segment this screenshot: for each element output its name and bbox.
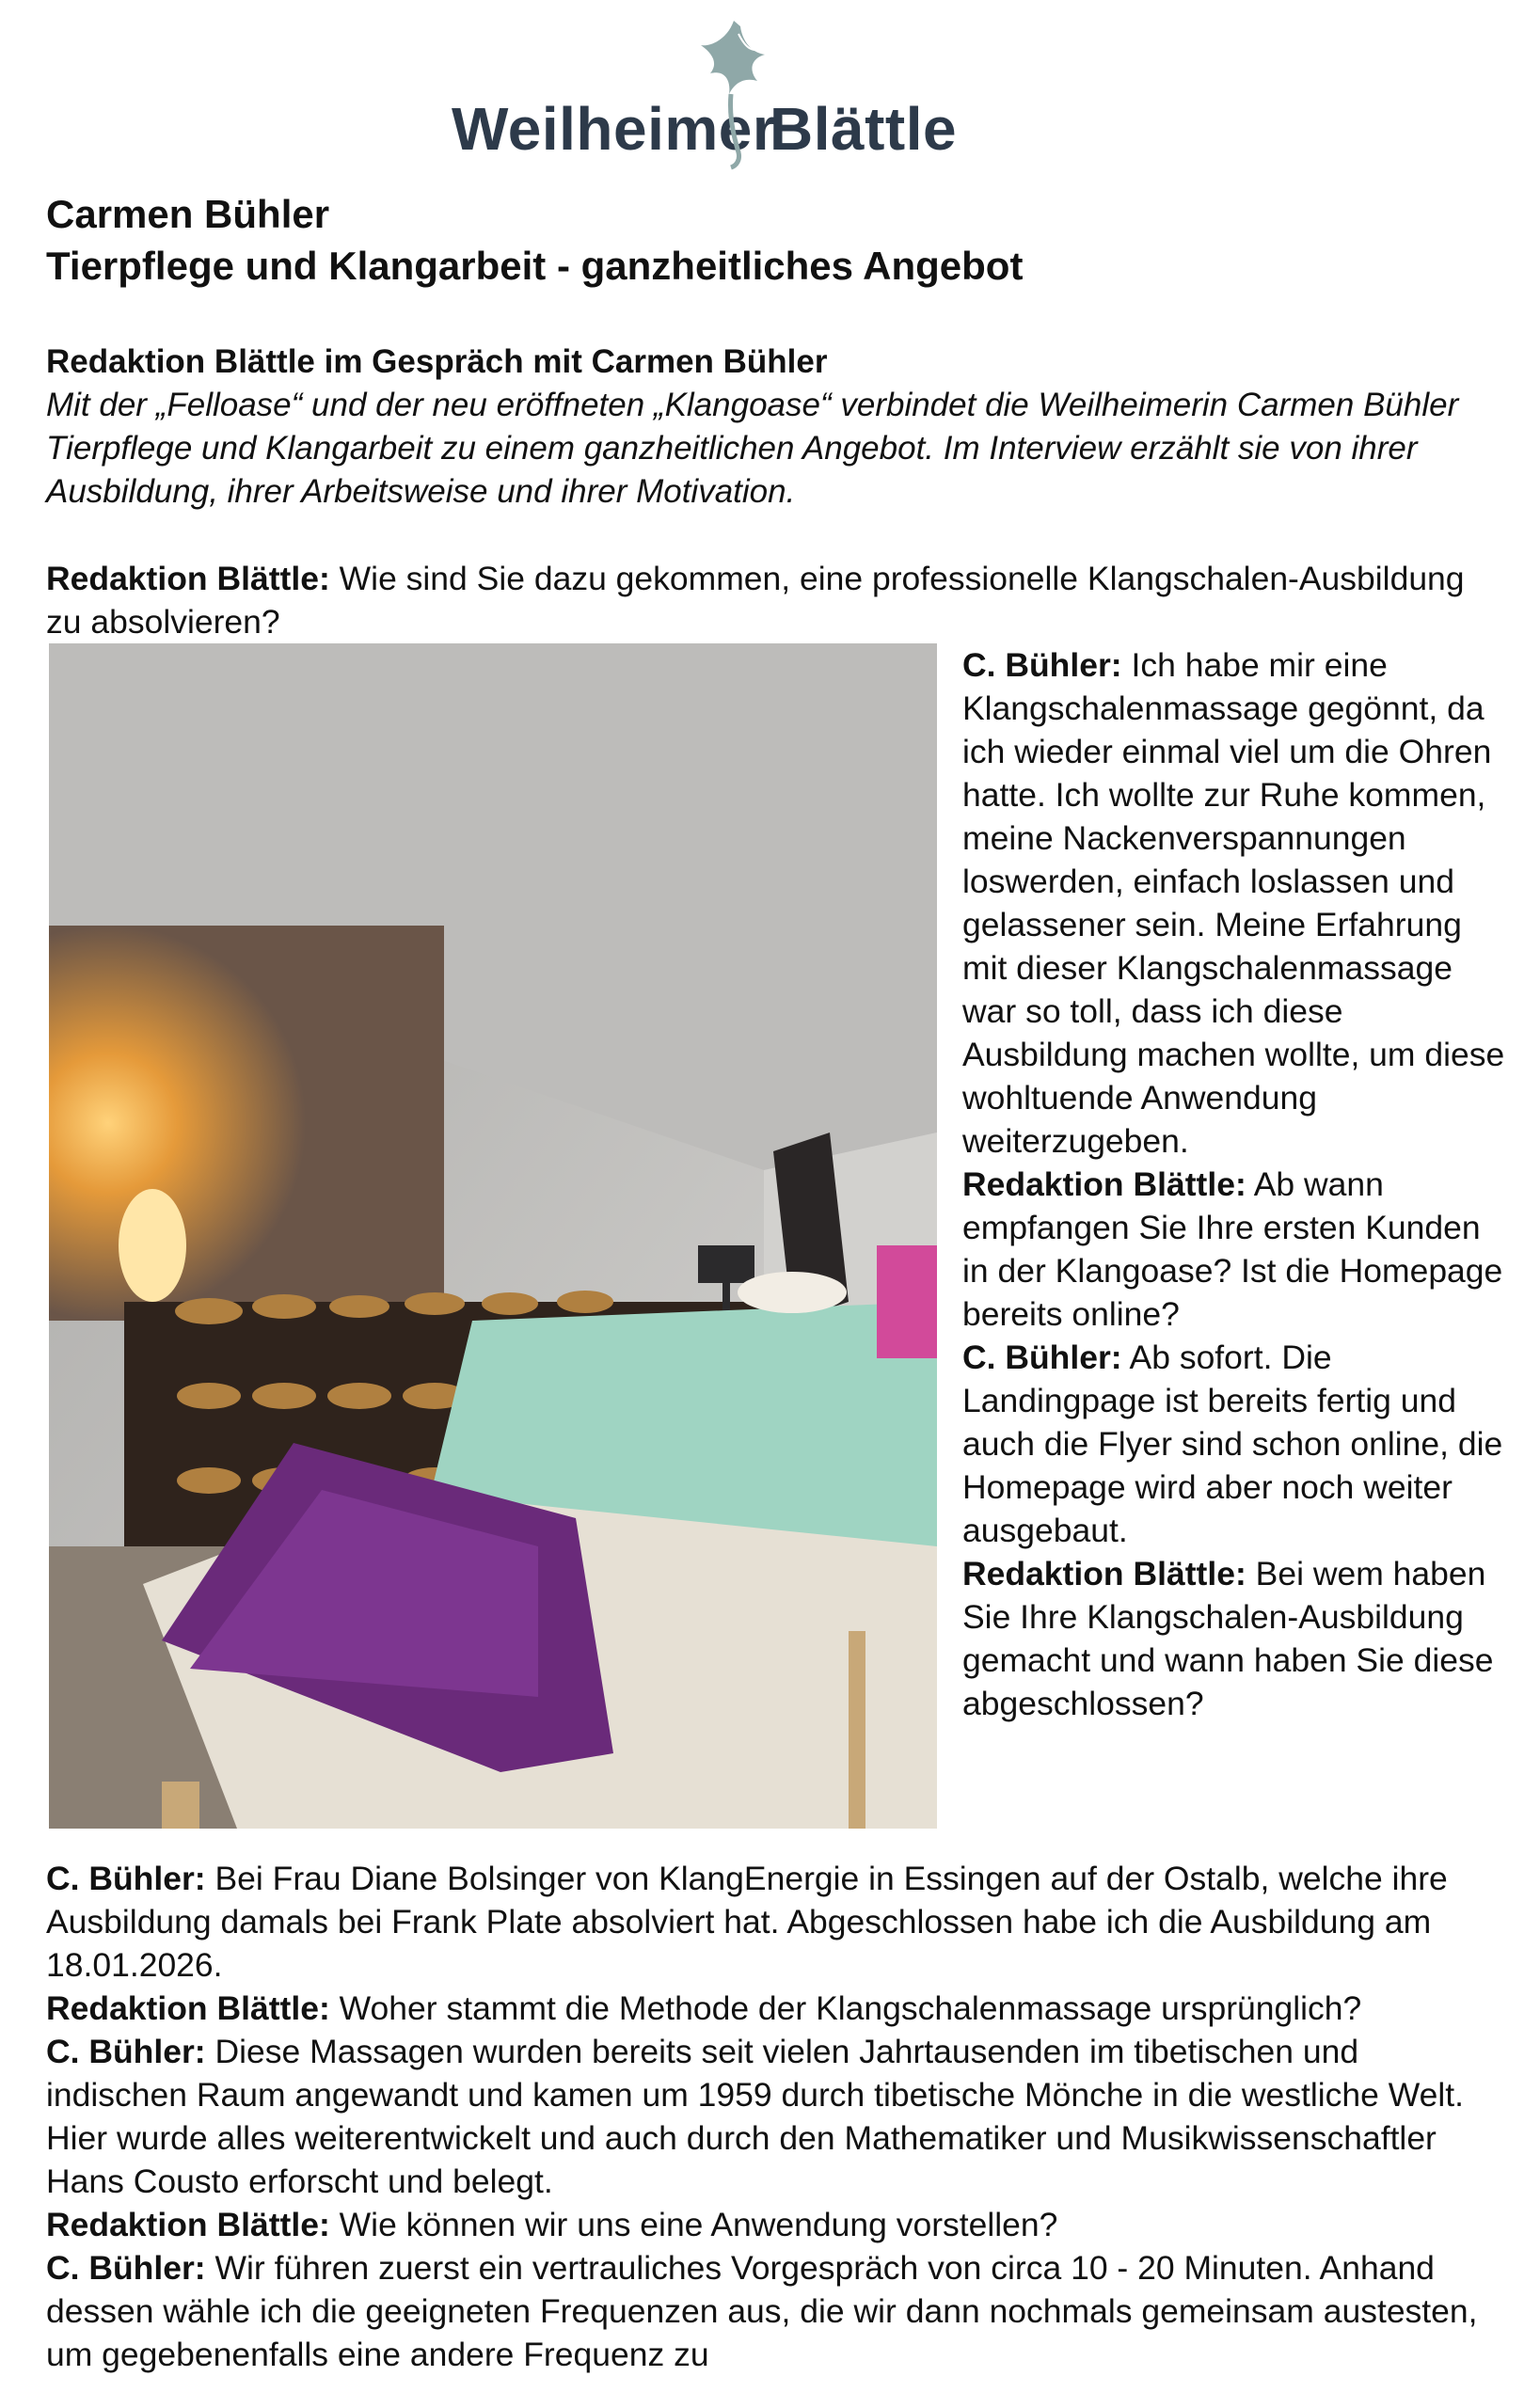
answer-4-text: Diese Massagen wurden bereits seit vielen Jahrtausenden im tibetischen und indischen Raum angewandt und kamen um 1959 durch tibetische Mönche in die westliche Welt. Hier wurde alles weiterentwickelt und auch durch den Mathematiker und Musikwissenschaftler Hans Cousto erforscht und belegt. (46, 2033, 1464, 2200)
speaker-buehler: C. Bühler: (46, 2249, 206, 2287)
photo-row (46, 643, 1505, 1857)
answer-5-text: Wir führen zuerst ein vertrauliches Vorgespräch von circa 10 - 20 Minuten. Anhand dessen wähle ich die geeigneten Frequenzen aus, die wir dann nochmals gemeinsam austesten, um gegebenenfalls eine andere Frequenz zu (46, 2249, 1478, 2373)
question-5 (46, 2203, 1500, 2246)
masthead-word-right: Blättle (770, 95, 958, 163)
question-1-text: Wie sind Sie dazu gekommen, eine professionelle Klangschalen-Ausbildung zu absolvieren? (46, 560, 1465, 641)
question-2-text: Ab wann empfangen Sie Ihre ersten Kunden in der Klangoase? Ist die Homepage bereits online? (962, 1165, 1503, 1333)
question-5-text: Wie können wir uns eine Anwendung vorstellen? (339, 2206, 1058, 2243)
question-4-text: Woher stammt die Methode der Klangschalenmassage ursprünglich? (339, 1989, 1362, 2027)
speaker-buehler: C. Bühler: (46, 2033, 206, 2070)
answer-5 (46, 2246, 1500, 2376)
article-photo (49, 643, 937, 1829)
answer-3 (46, 1857, 1500, 1987)
question-4 (46, 1987, 1500, 2030)
answer-4 (46, 2030, 1500, 2203)
answer-3-text: Bei Frau Diane Bolsinger von KlangEnergie in Essingen auf der Ostalb, welche ihre Ausbildung damals bei Frank Plate absolviert hat. Abgeschlossen habe ich die Ausbildung am 18.01.2026. (46, 1860, 1448, 1984)
question-2 (962, 1163, 1508, 1336)
article (46, 188, 1505, 2376)
answer-2 (962, 1336, 1508, 1552)
article-title-line2: Tierpflege und Klangarbeit - ganzheitliches Angebot (46, 244, 1024, 288)
speaker-buehler: C. Bühler: (962, 646, 1122, 684)
question-1 (46, 557, 1500, 643)
answer-2-text: Ab sofort. Die Landingpage ist bereits fertig und auch die Flyer sind schon online, die Homepage wird aber noch weiter ausgebaut. (962, 1339, 1503, 1549)
speaker-buehler: C. Bühler: (962, 1339, 1122, 1376)
speaker-redaktion: Redaktion Blättle: (46, 560, 330, 597)
speaker-redaktion: Redaktion Blättle: (46, 1989, 330, 2027)
article-title-line1: Carmen Bühler (46, 192, 330, 236)
speaker-redaktion: Redaktion Blättle: (46, 2206, 330, 2243)
answer-1-text: Ich habe mir eine Klangschalenmassage gegönnt, da ich wieder einmal viel um die Ohren hatte. Ich wollte zur Ruhe kommen, meine Nackenverspannungen loswerden, einfach loslassen und gelassener sein. Meine Erfahrung mit dieser Klangschalenmassage war so toll, dass ich diese Ausbildung machen wollte, um diese wohltuende Anwendung weiterzugeben. (962, 646, 1505, 1160)
speaker-redaktion: Redaktion Blättle: (962, 1555, 1246, 1592)
speaker-redaktion: Redaktion Blättle: (962, 1165, 1246, 1203)
article-subhead: Redaktion Blättle im Gespräch mit Carmen Bühler (46, 343, 828, 380)
massage-room-photo (49, 643, 937, 1829)
question-3-text: Bei wem haben Sie Ihre Klangschalen-Ausbildung gemacht und wann haben Sie diese abgeschlossen? (962, 1555, 1494, 1722)
speaker-buehler: C. Bühler: (46, 1860, 206, 1897)
photo-side-column (962, 643, 1508, 1725)
masthead-logo (442, 11, 969, 171)
question-3 (962, 1552, 1508, 1725)
article-intro: Mit der „Felloase“ und der neu eröffneten „Klangoase“ verbindet die Weilheimerin Carmen Bühler Tierpflege und Klangarbeit zu einem ganzheitlichen Angebot. Im Interview erzählt sie von ihrer Ausbildung, ihrer Arbeitsweise und ihrer Motivation. (46, 387, 1459, 510)
masthead-word-left: Weilheimer (452, 95, 777, 163)
answer-1 (962, 643, 1508, 1163)
